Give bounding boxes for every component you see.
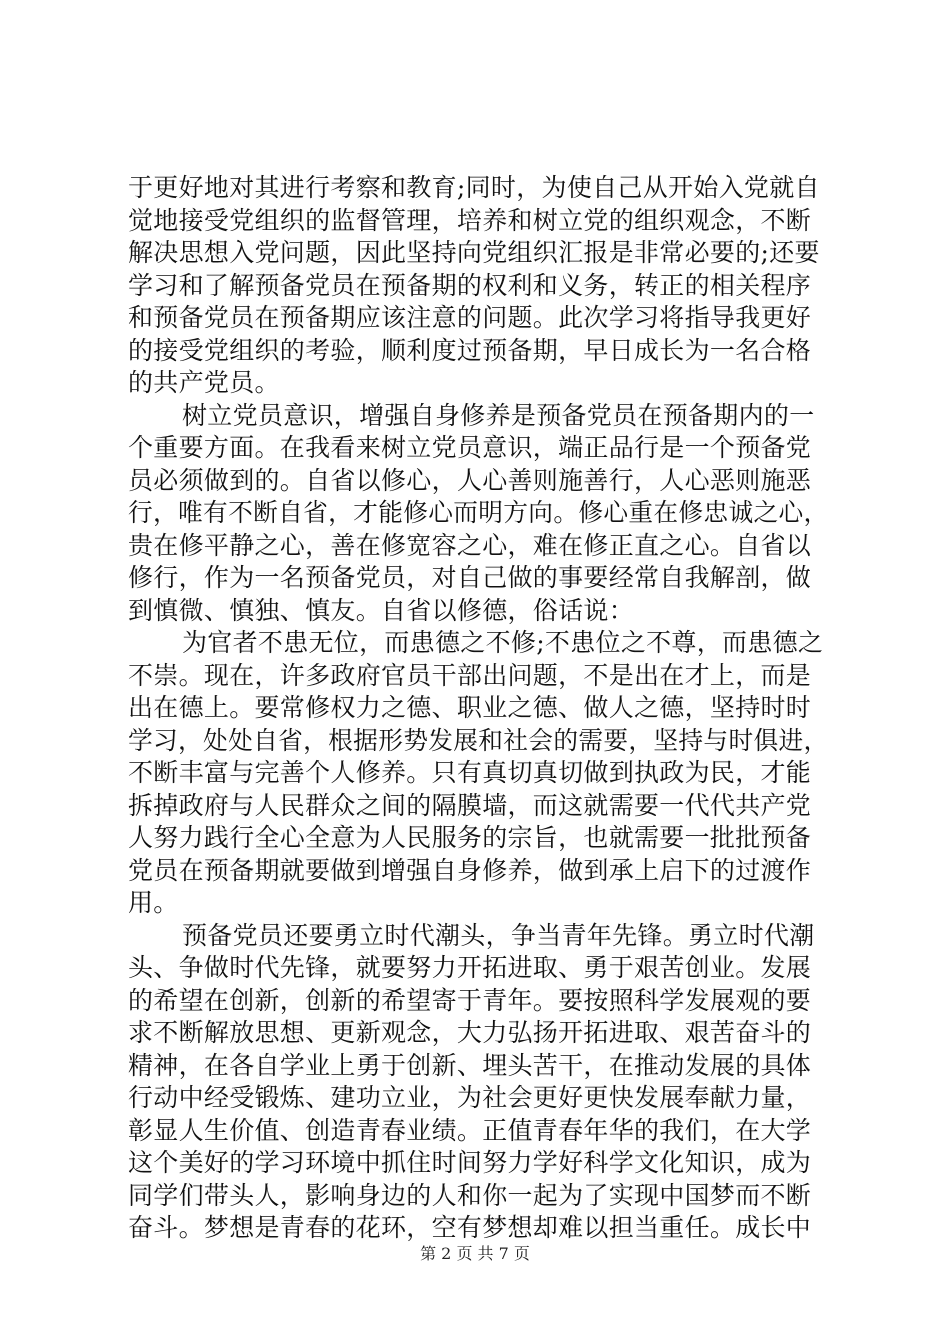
text-line: 彰显人生价值、创造青春业绩。正值青春年华的我们，在大学 bbox=[128, 1115, 812, 1145]
text-line: 员必须做到的。自省以修心，人心善则施善行，人心恶则施恶 bbox=[128, 465, 812, 495]
text-line: 人努力践行全心全意为人民服务的宗旨，也就需要一批批预备 bbox=[128, 823, 812, 852]
text-line: 同学们带头人，影响身边的人和你一起为了实现中国梦而不断 bbox=[128, 1180, 812, 1210]
text-line: 和预备党员在预备期应该注意的问题。此次学习将指导我更好 bbox=[128, 303, 812, 332]
text-line: 拆掉政府与人民群众之间的隔膜墙，而这就需要一代代共产党 bbox=[128, 790, 812, 820]
text-line: 觉地接受党组织的监督管理，培养和树立党的组织观念，不断 bbox=[128, 205, 812, 235]
text-line: 出在德上。要常修权力之德、职业之德、做人之德，坚持时时 bbox=[128, 693, 812, 722]
text-line: 精神，在各自学业上勇于创新、埋头苦干，在推动发展的具体 bbox=[128, 1050, 812, 1080]
text-line: 头、争做时代先锋，就要努力开拓进取、勇于艰苦创业。发展 bbox=[128, 953, 812, 982]
text-line: 解决思想入党问题，因此坚持向党组织汇报是非常必要的;还要 bbox=[128, 238, 820, 267]
text-line: 不崇。现在，许多政府官员干部出问题，不是出在才上，而是 bbox=[128, 660, 812, 690]
text-line: 树立党员意识，增强自身修养是预备党员在预备期内的一 bbox=[182, 400, 815, 430]
text-line: 个重要方面。在我看来树立党员意识，端正品行是一个预备党 bbox=[128, 433, 812, 462]
document-body bbox=[128, 172, 828, 1245]
text-line: 预备党员还要勇立时代潮头，争当青年先锋。勇立时代潮 bbox=[182, 920, 815, 950]
text-line: 不断丰富与完善个人修养。只有真切真切做到执政为民，才能 bbox=[128, 758, 812, 787]
text-line: 的共产党员。 bbox=[128, 368, 280, 397]
text-line: 用。 bbox=[128, 888, 179, 917]
text-line: 奋斗。梦想是青春的花环，空有梦想却难以担当重任。成长中 bbox=[128, 1213, 812, 1242]
text-line: 为官者不患无位，而患德之不修;不患位之不尊，而患德之 bbox=[182, 628, 824, 657]
text-line: 学习，处处自省，根据形势发展和社会的需要，坚持与时俱进， bbox=[128, 725, 829, 755]
text-line: 学习和了解预备党员在预备期的权利和义务，转正的相关程序 bbox=[128, 270, 812, 300]
page-footer: 第 2 页 共 7 页 bbox=[420, 1244, 530, 1263]
text-line: 这个美好的学习环境中抓住时间努力学好科学文化知识，成为 bbox=[128, 1148, 812, 1177]
text-line: 的接受党组织的考验，顺利度过预备期，早日成长为一名合格 bbox=[128, 335, 812, 365]
text-line: 行动中经受锻炼、建功立业，为社会更好更快发展奉献力量， bbox=[128, 1083, 812, 1112]
text-line: 党员在预备期就要做到增强自身修养，做到承上启下的过渡作 bbox=[128, 855, 812, 885]
text-line: 行，唯有不断自省，才能修心而明方向。修心重在修忠诚之心， bbox=[128, 498, 829, 527]
text-line: 求不断解放思想、更新观念，大力弘扬开拓进取、艰苦奋斗的 bbox=[128, 1018, 812, 1047]
text-line: 于更好地对其进行考察和教育;同时，为使自己从开始入党就自 bbox=[128, 173, 820, 202]
text-line: 到慎微、慎独、慎友。自省以修德，俗话说： bbox=[128, 595, 635, 625]
text-line: 的希望在创新，创新的希望寄于青年。要按照科学发展观的要 bbox=[128, 985, 812, 1015]
text-line: 贵在修平静之心，善在修宽容之心，难在修正直之心。自省以 bbox=[128, 530, 812, 560]
text-line: 修行，作为一名预备党员，对自己做的事要经常自我解剖，做 bbox=[128, 563, 812, 592]
